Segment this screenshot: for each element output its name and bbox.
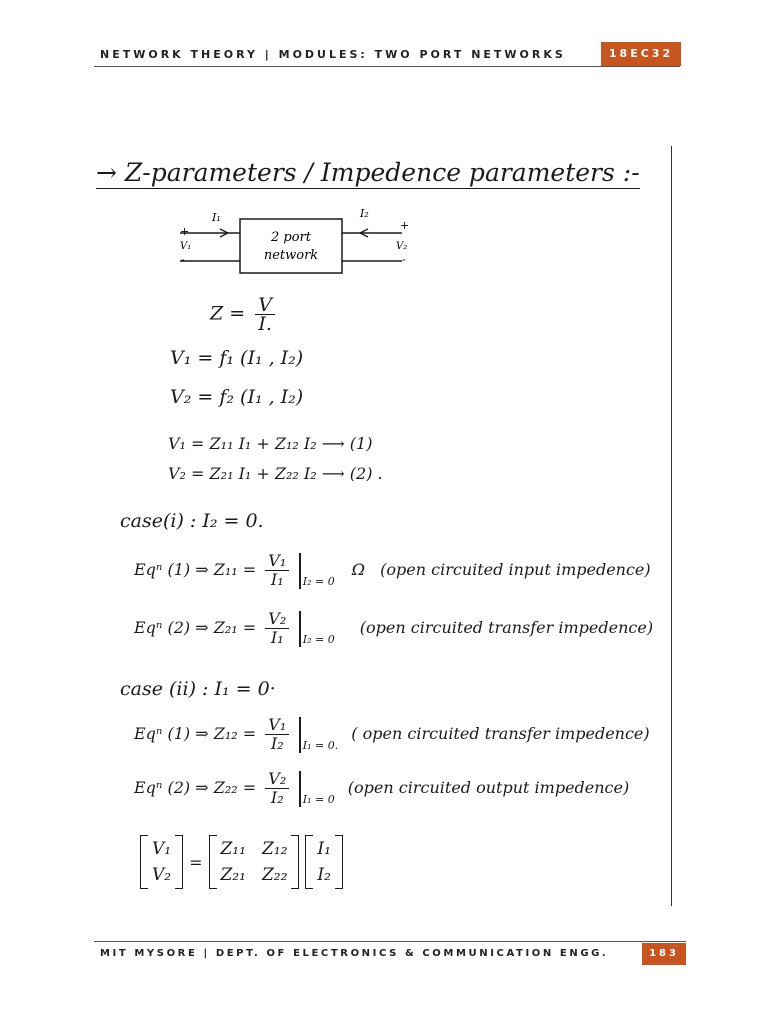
z11-den: I₁ (270, 570, 284, 589)
z12-fraction (265, 716, 289, 753)
port1-plus: + (180, 225, 190, 238)
equation-2: V₂ = Z₂₁ I₁ + Z₂₂ I₂ ⟶ (2) . (168, 464, 383, 483)
footer-text: MIT MYSORE | DEPT. OF ELECTRONICS & COMMUNICATION ENGG. (100, 948, 609, 959)
z22-lhs: Eqⁿ (2) ⇒ Z₂₂ = (134, 778, 257, 797)
z-def-den: I. (258, 313, 272, 335)
z22-num: V₂ (265, 770, 289, 789)
case-1-heading: case(i) : I₂ = 0. (120, 510, 264, 532)
network-box (240, 219, 342, 273)
z11-unit: Ω (351, 560, 366, 579)
function-v2: V₂ = f₂ (I₁ , I₂) (170, 386, 304, 408)
footer-rule (94, 941, 686, 942)
header-title: NETWORK THEORY | MODULES: TWO PORT NETWORKS (100, 48, 566, 61)
z21-eval-bar (299, 611, 301, 647)
z11-fraction (265, 552, 289, 589)
i2-label: I₂ (360, 207, 369, 220)
case-1-z11 (134, 552, 651, 589)
z12-den: I₂ (270, 734, 284, 753)
z11-num: V₁ (265, 552, 289, 571)
z21-condition: I₂ = 0 (302, 633, 335, 646)
z11-eval-bar (299, 553, 301, 589)
current-vector (305, 835, 343, 889)
box-label-line2: network (263, 248, 319, 263)
z12-condition: I₁ = 0. (302, 739, 339, 752)
z11-note: (open circuited input impedence) (380, 560, 651, 579)
page-number-badge: 183 (642, 943, 686, 965)
z22-fraction (265, 770, 289, 807)
z12-eval-bar (299, 717, 301, 753)
matrix-z12: Z₁₂ (261, 839, 288, 859)
impedance-matrix (209, 835, 300, 889)
equation-1: V₁ = Z₁₁ I₁ + Z₁₂ I₂ ⟶ (1) (168, 434, 373, 453)
z-def-num: V (255, 296, 275, 315)
z22-eval-bar (299, 771, 301, 807)
matrix-equals: = (189, 852, 203, 872)
two-port-network-diagram (170, 205, 430, 285)
matrix-z11: Z₁₁ (220, 839, 246, 859)
case-1-z21 (134, 610, 653, 647)
z22-den: I₂ (270, 788, 284, 807)
z12-lhs: Eqⁿ (1) ⇒ Z₁₂ = (134, 724, 257, 743)
z21-num: V₂ (265, 610, 289, 629)
case-2-heading: case (ii) : I₁ = 0· (120, 678, 276, 700)
z12-num: V₁ (265, 716, 289, 735)
z11-lhs: Eqⁿ (1) ⇒ Z₁₁ = (134, 560, 257, 579)
z-def-lhs: Z = (210, 302, 246, 325)
z21-fraction (265, 610, 289, 647)
matrix-i2: I₂ (317, 865, 331, 885)
z22-note: (open circuited output impedence) (347, 778, 630, 797)
z12-note: ( open circuited transfer impedence) (351, 724, 650, 743)
v1-label: V₁ (180, 241, 192, 252)
case-2-z12 (134, 716, 650, 753)
v2-label: V₂ (396, 241, 408, 252)
z11-condition: I₂ = 0 (302, 575, 335, 588)
z-def-fraction (255, 296, 275, 333)
matrix-v1: V₁ (152, 839, 172, 859)
i1-label: I₁ (212, 211, 221, 224)
matrix-z22: Z₂₂ (261, 865, 288, 885)
case-2-z22 (134, 770, 629, 807)
function-v1: V₁ = f₁ (I₁ , I₂) (170, 347, 304, 369)
header-rule (94, 66, 680, 67)
z21-den: I₁ (270, 628, 284, 647)
z22-condition: I₁ = 0 (302, 793, 335, 806)
matrix-i1: I₁ (317, 839, 331, 859)
port1-minus: - (181, 253, 185, 266)
z21-lhs: Eqⁿ (2) ⇒ Z₂₁ = (134, 618, 257, 637)
port2-plus: + (400, 219, 410, 232)
course-code-badge: 18EC32 (601, 42, 681, 66)
box-label-line1: 2 port (271, 230, 311, 245)
notes-title: → Z-parameters / Impedence parameters :- (96, 158, 640, 187)
z-parameter-matrix-equation (140, 835, 343, 889)
port2-minus: - (402, 253, 406, 266)
voltage-vector (140, 835, 183, 889)
matrix-v2: V₂ (152, 865, 172, 885)
matrix-z21: Z₂₁ (220, 865, 246, 885)
impedance-definition (210, 296, 279, 333)
sheet-margin-line (671, 146, 672, 906)
z21-note: (open circuited transfer impedence) (359, 618, 654, 637)
